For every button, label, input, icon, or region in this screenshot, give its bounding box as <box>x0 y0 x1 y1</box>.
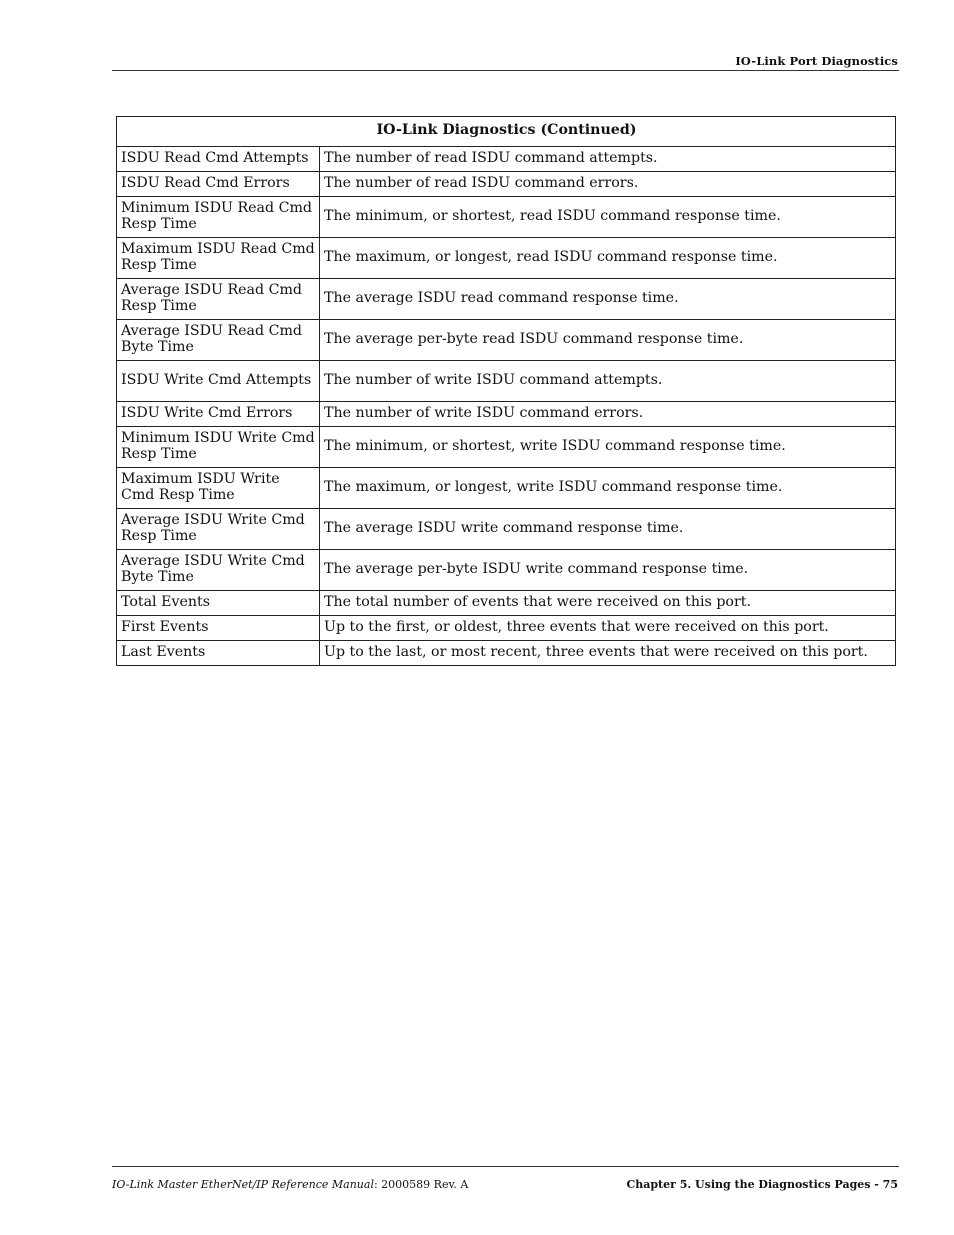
field-name: ISDU Read Cmd Attempts <box>117 147 320 172</box>
field-description: The average per-byte read ISDU command response time. <box>320 320 896 361</box>
field-name: ISDU Write Cmd Attempts <box>117 361 320 402</box>
field-description: The number of read ISDU command errors. <box>320 172 896 197</box>
table-row <box>117 468 896 509</box>
field-name: Average ISDU Write Cmd Resp Time <box>117 509 320 550</box>
footer-manual-reference <box>112 1178 468 1191</box>
io-link-diagnostics-table <box>116 116 896 666</box>
field-name: Average ISDU Write Cmd Byte Time <box>117 550 320 591</box>
field-description: The total number of events that were received on this port. <box>320 591 896 616</box>
field-description: The minimum, or shortest, write ISDU command response time. <box>320 427 896 468</box>
field-description: Up to the first, or oldest, three events that were received on this port. <box>320 616 896 641</box>
table-row <box>117 509 896 550</box>
table-row <box>117 616 896 641</box>
table-row <box>117 361 896 402</box>
running-header-title: IO-Link Port Diagnostics <box>735 54 898 68</box>
field-description: The number of write ISDU command errors. <box>320 402 896 427</box>
table-row <box>117 402 896 427</box>
field-name: Minimum ISDU Read Cmd Resp Time <box>117 197 320 238</box>
field-name: Minimum ISDU Write Cmd Resp Time <box>117 427 320 468</box>
field-description: The number of read ISDU command attempts. <box>320 147 896 172</box>
footer-manual-title: IO-Link Master EtherNet/IP Reference Manual <box>112 1178 374 1191</box>
table-row <box>117 550 896 591</box>
field-description: The maximum, or longest, write ISDU command response time. <box>320 468 896 509</box>
field-name: ISDU Read Cmd Errors <box>117 172 320 197</box>
field-name: Average ISDU Read Cmd Byte Time <box>117 320 320 361</box>
table-row <box>117 172 896 197</box>
field-name: Maximum ISDU Write Cmd Resp Time <box>117 468 320 509</box>
field-name: Average ISDU Read Cmd Resp Time <box>117 279 320 320</box>
table-caption-row <box>117 117 896 147</box>
field-name: First Events <box>117 616 320 641</box>
footer-rule <box>112 1166 899 1167</box>
table-row <box>117 147 896 172</box>
field-description: The number of write ISDU command attempts. <box>320 361 896 402</box>
field-description: Up to the last, or most recent, three events that were received on this port. <box>320 641 896 666</box>
field-description: The average per-byte ISDU write command response time. <box>320 550 896 591</box>
footer-document-number: : 2000589 Rev. A <box>373 1178 469 1191</box>
table-row <box>117 591 896 616</box>
field-name: Maximum ISDU Read Cmd Resp Time <box>117 238 320 279</box>
field-description: The average ISDU write command response time. <box>320 509 896 550</box>
table-row <box>117 320 896 361</box>
table-row <box>117 279 896 320</box>
field-description: The maximum, or longest, read ISDU command response time. <box>320 238 896 279</box>
table-row <box>117 427 896 468</box>
field-name: Total Events <box>117 591 320 616</box>
header-rule <box>112 70 899 71</box>
field-description: The minimum, or shortest, read ISDU command response time. <box>320 197 896 238</box>
table-row <box>117 197 896 238</box>
footer-chapter-page: Chapter 5. Using the Diagnostics Pages - 75 <box>626 1178 898 1191</box>
table-caption: IO-Link Diagnostics (Continued) <box>117 117 896 147</box>
field-description: The average ISDU read command response time. <box>320 279 896 320</box>
field-name: ISDU Write Cmd Errors <box>117 402 320 427</box>
field-name: Last Events <box>117 641 320 666</box>
table-row <box>117 641 896 666</box>
table-row <box>117 238 896 279</box>
